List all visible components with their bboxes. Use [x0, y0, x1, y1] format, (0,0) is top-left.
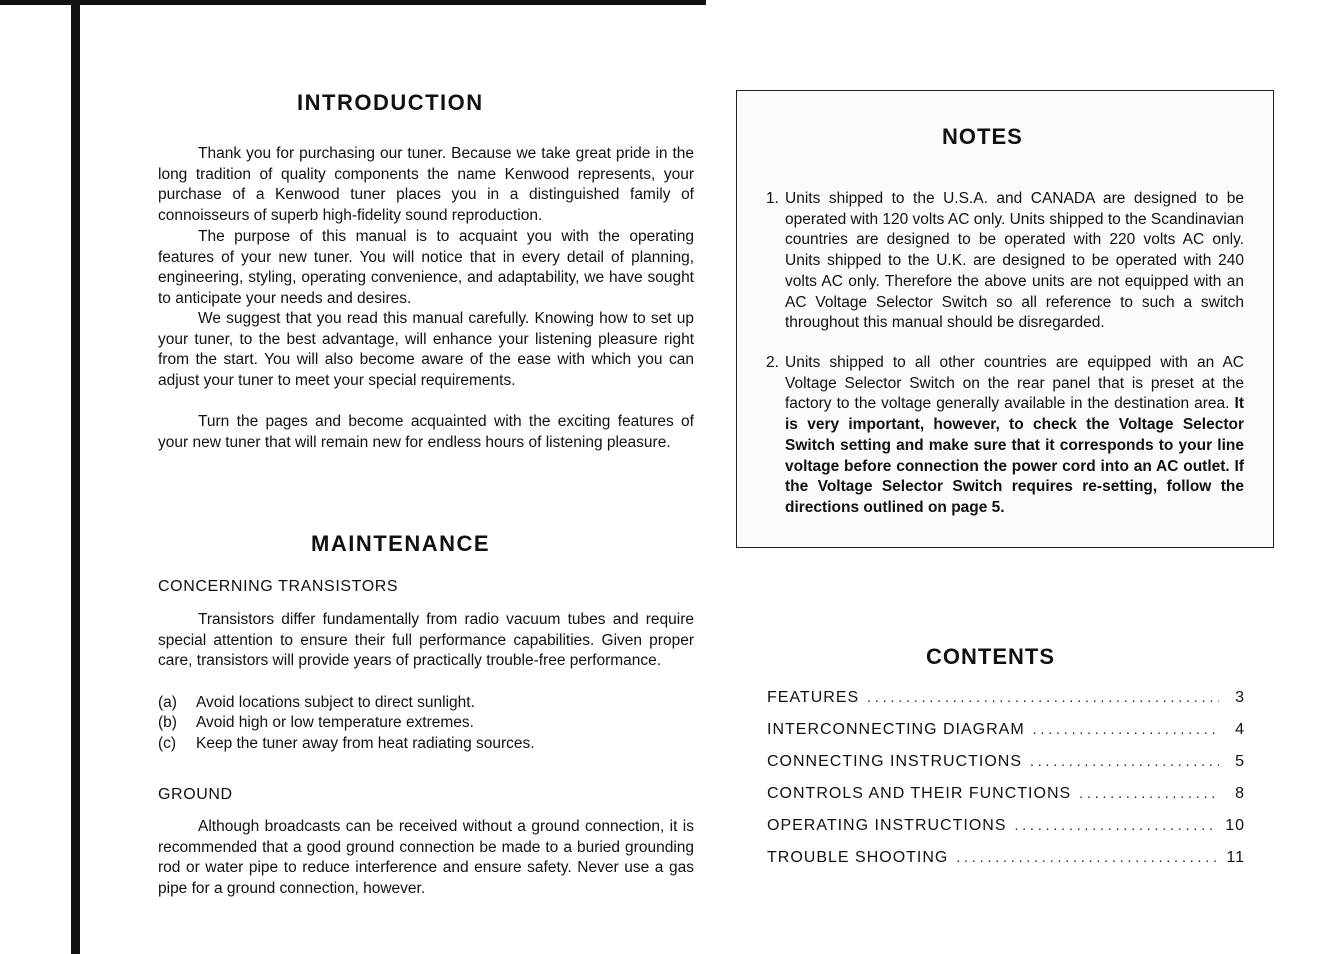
intro-paragraph-1: Thank you for purchasing our tuner. Because we take great pride in the long tradition of quality components the name Kenwood represents, your purchase of a Kenwood tuner places you in a distinguished family of connoisseurs of superb high-fidelity sound reproduction.: [158, 145, 694, 224]
intro-paragraph-2: The purpose of this manual is to acquaint you with the operating features of your new tuner. You will notice that in every detail of planning, engineering, styling, operating convenience, and adaptability, we have sought to anticipate your needs and desires.: [158, 228, 694, 307]
note-2: [766, 353, 1244, 519]
toc-label: TROUBLE SHOOTING: [767, 849, 949, 866]
transistors-heading: CONCERNING TRANSISTORS: [158, 578, 399, 595]
toc-page-number: 4: [1235, 721, 1245, 738]
maintenance-title: MAINTENANCE: [311, 531, 491, 556]
note-number: 2.: [766, 354, 779, 371]
top-rule: [0, 0, 706, 5]
toc-entry[interactable]: [767, 689, 1245, 711]
notes-title: NOTES: [942, 124, 1023, 149]
toc-entry[interactable]: [767, 785, 1245, 807]
toc-page-number: 11: [1226, 849, 1245, 866]
toc-label: CONTROLS AND THEIR FUNCTIONS: [767, 785, 1072, 802]
note-1: [766, 189, 1244, 334]
note-text: [785, 353, 1244, 519]
list-item: [158, 693, 475, 714]
list-item: [158, 734, 535, 755]
toc-leader-dots: [1079, 785, 1219, 801]
note-text-regular: Units shipped to all other countries are equipped with an AC Voltage Selector Switch on the rear panel that is preset at the factory to the voltage generally available in the destination area.: [785, 354, 1244, 413]
ground-heading: GROUND: [158, 786, 233, 803]
binding-bar: [71, 0, 80, 954]
list-item-text: Avoid high or low temperature extremes.: [196, 714, 474, 731]
note-text-bold: It is very important, however, to check the Voltage Selector Switch setting and make sure that it corresponds to your line voltage before connection the power cord into an AC outlet. If the Voltage Selector Switch requires re-setting, follow the directions outlined on page 5.: [785, 395, 1244, 516]
toc-label: FEATURES: [767, 689, 860, 706]
toc-leader-dots: [867, 689, 1219, 705]
toc-page-number: 10: [1225, 817, 1245, 834]
toc-entry[interactable]: [767, 849, 1245, 871]
toc-label: OPERATING INSTRUCTIONS: [767, 817, 1007, 834]
list-item-mark: (b): [158, 714, 177, 731]
list-item-text: Avoid locations subject to direct sunlight.: [196, 694, 475, 711]
list-item: [158, 713, 474, 734]
toc-label: INTERCONNECTING DIAGRAM: [767, 721, 1025, 738]
list-item-text: Keep the tuner away from heat radiating sources.: [196, 735, 535, 752]
note-number: 1.: [766, 190, 779, 207]
toc-leader-dots: [1033, 721, 1219, 737]
list-item-mark: (a): [158, 694, 177, 711]
transistors-paragraph: Transistors differ fundamentally from radio vacuum tubes and require special attention to ensure their full performance capabilities. Given proper care, transistors will provide years of practically trouble-free performance.: [158, 611, 694, 670]
toc-page-number: 8: [1235, 785, 1245, 802]
toc-page-number: 3: [1235, 689, 1245, 706]
list-item-mark: (c): [158, 735, 177, 752]
toc-leader-dots: [1015, 817, 1218, 833]
ground-paragraph: Although broadcasts can be received without a ground connection, it is recommended that a good ground connection be made to a buried grounding rod or water pipe to reduce interference and ensure safety. Never use a gas pipe for a ground connection, however.: [158, 818, 694, 897]
toc-entry[interactable]: [767, 721, 1245, 743]
toc-entry[interactable]: [767, 753, 1245, 775]
intro-paragraph-3: We suggest that you read this manual carefully. Knowing how to set up your tuner, to the best advantage, will enhance your listening pleasure right from the start. You will also become aware of the ease with which you can adjust your tuner to meet your special requirements.: [158, 310, 694, 389]
toc-label: CONNECTING INSTRUCTIONS: [767, 753, 1022, 770]
toc-leader-dots: [956, 849, 1218, 865]
toc-entry[interactable]: [767, 817, 1245, 839]
introduction-title: INTRODUCTION: [297, 90, 484, 115]
toc-leader-dots: [1030, 753, 1219, 769]
note-text: Units shipped to the U.S.A. and CANADA are designed to be operated with 120 volts AC only. Units shipped to the Scandinavian countries are designed to be operated with 220 volts AC only. Units shipped to the U.K. are designed to be operated with 240 volts AC only. Therefore the above units are not equipped with an AC Voltage Selector Switch so all reference to such a switch throughout this manual should be disregarded.: [785, 190, 1244, 332]
contents-title: CONTENTS: [926, 644, 1055, 669]
intro-paragraph-4: Turn the pages and become acquainted with the exciting features of your new tuner that will remain new for endless hours of listening pleasure.: [158, 413, 694, 451]
toc-page-number: 5: [1235, 753, 1245, 770]
